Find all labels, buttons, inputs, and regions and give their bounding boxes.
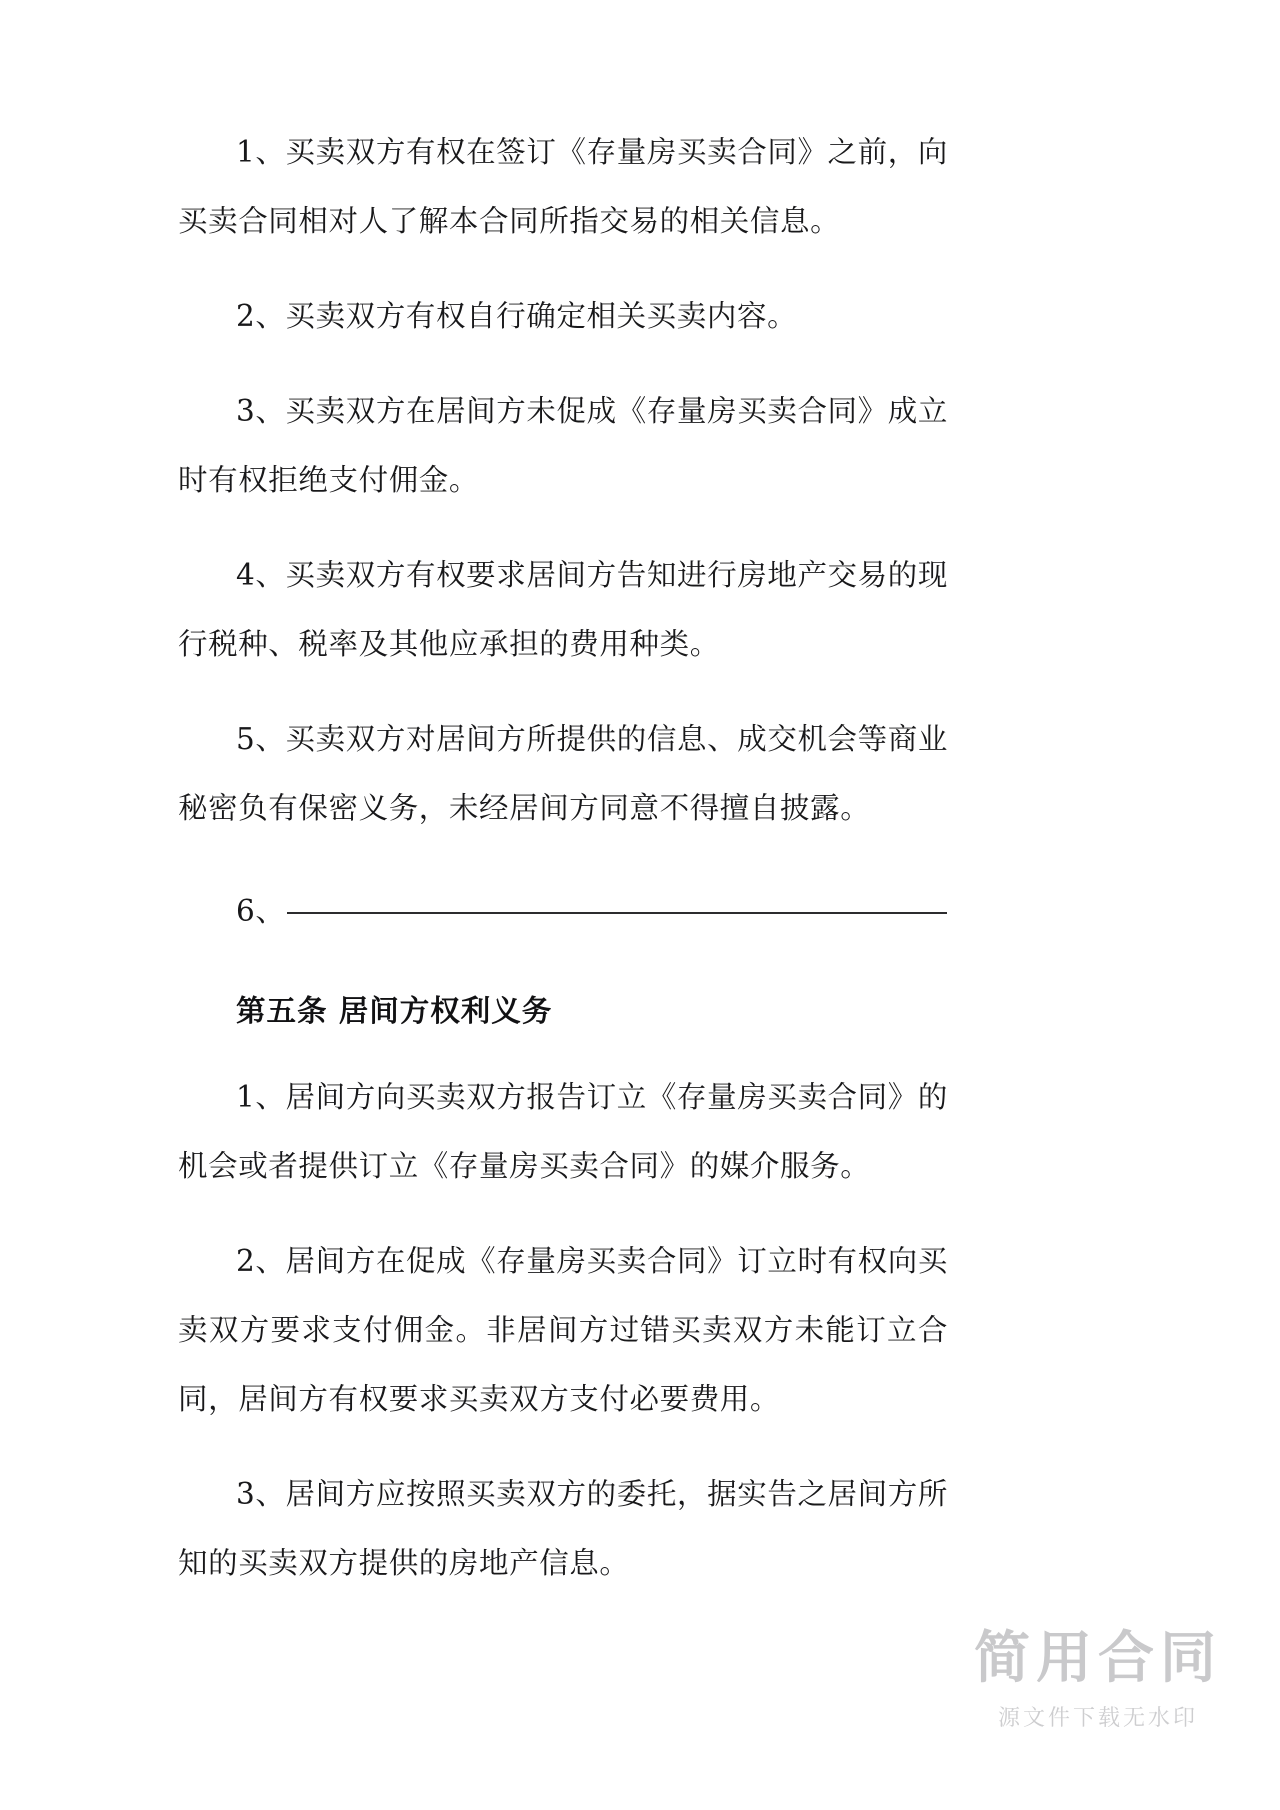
clause-item: 2、买卖双方有权自行确定相关买卖内容。 [236, 299, 798, 333]
clause-item-blank-number: 6、 [236, 894, 286, 928]
watermark-brand: 简用合同 [974, 1626, 1222, 1692]
fill-in-blank-line[interactable] [287, 912, 947, 914]
document-body [178, 118, 948, 1624]
clause-item: 3、买卖双方在居间方未促成《存量房买卖合同》成立时有权拒绝支付佣金。 [178, 394, 948, 497]
watermark-tagline: 源文件下载无水印 [997, 1706, 1198, 1731]
section-heading: 第五条 居间方权利义务 [236, 993, 553, 1028]
clause-item: 1、买卖双方有权在签订《存量房买卖合同》之前，向买卖合同相对人了解本合同所指交易的相关信息。 [178, 135, 948, 238]
watermark [974, 1626, 1222, 1732]
clause-item: 2、居间方在促成《存量房买卖合同》订立时有权向买卖双方要求支付佣金。非居间方过错买卖双方未能订立合同，居间方有权要求买卖双方支付必要费用。 [178, 1244, 948, 1416]
clause-item: 1、居间方向买卖双方报告订立《存量房买卖合同》的机会或者提供订立《存量房买卖合同》的媒介服务。 [178, 1080, 948, 1183]
clause-item: 3、居间方应按照买卖双方的委托，据实告之居间方所知的买卖双方提供的房地产信息。 [178, 1477, 948, 1580]
clause-item-blank [178, 877, 948, 946]
clause-item: 5、买卖双方对居间方所提供的信息、成交机会等商业秘密负有保密义务，未经居间方同意不得擅自披露。 [178, 722, 948, 825]
clause-item: 4、买卖双方有权要求居间方告知进行房地产交易的现行税种、税率及其他应承担的费用种类。 [178, 558, 948, 661]
